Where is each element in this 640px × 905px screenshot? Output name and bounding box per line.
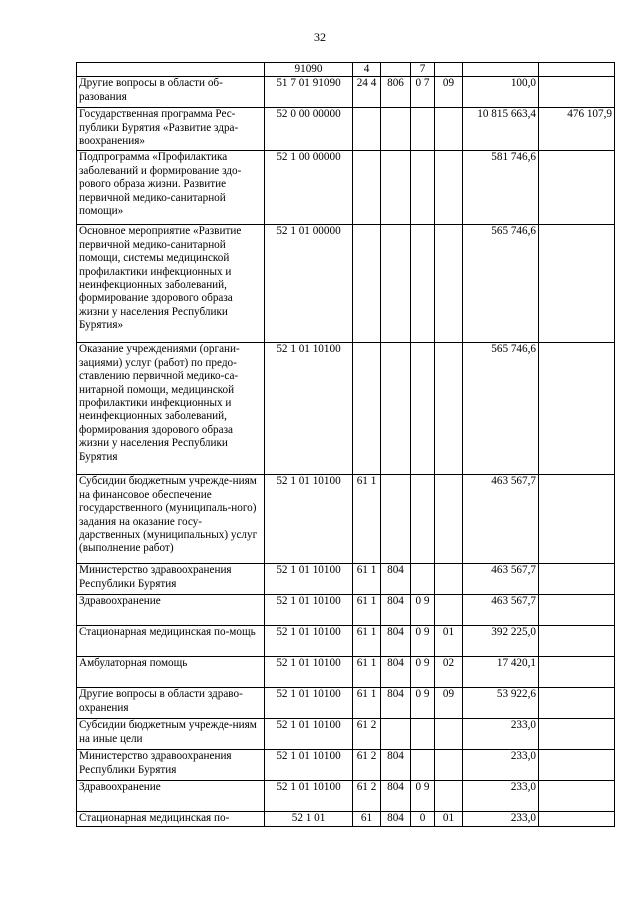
row-target-code: 91090 [265,63,353,77]
table-row [77,626,615,657]
row-administrator-code [381,151,411,225]
table-row [77,63,615,77]
row-subsection [435,343,463,475]
row-administrator-code: 804 [381,595,411,626]
row-target-code: 52 1 01 10100 [265,688,353,719]
table-row [77,108,615,151]
table-row [77,564,615,595]
row-name: Здравоохранение [77,781,265,812]
row-amount: 581 746,6 [463,151,539,225]
row-administrator-code [381,63,411,77]
row-administrator-code [381,475,411,564]
row-amount-extra [539,688,615,719]
row-target-code: 51 7 01 91090 [265,77,353,108]
row-name [77,63,265,77]
row-subsection [435,63,463,77]
row-administrator-code: 804 [381,750,411,781]
row-administrator-code: 804 [381,626,411,657]
row-name: Субсидии бюджетным учрежде-ниям на финансовое обеспечение государственного (муниципаль-ного) задания на оказание госу-дарственных (муниципальных) услуг (выполнение работ) [77,475,265,564]
row-expense-type: 4 [353,63,381,77]
row-amount-extra [539,151,615,225]
row-section: 0 9 [411,657,435,688]
row-section: 0 9 [411,781,435,812]
row-subsection [435,151,463,225]
row-subsection: 09 [435,77,463,108]
table-row [77,688,615,719]
row-name: Министерство здравоохранения Республики Бурятия [77,750,265,781]
row-expense-type: 61 1 [353,475,381,564]
row-section [411,225,435,343]
row-amount: 233,0 [463,719,539,750]
row-amount-extra [539,63,615,77]
row-expense-type: 61 [353,812,381,827]
row-administrator-code: 804 [381,688,411,719]
row-expense-type: 61 2 [353,781,381,812]
row-expense-type: 61 1 [353,595,381,626]
row-target-code: 52 1 01 10100 [265,781,353,812]
row-name: Оказание учреждениями (органи-зациями) услуг (работ) по предо-ставлению первичной медико-са-нитарной помощи, медицинской профилактики инфекционных и неинфекционных заболеваний, формирования здорового образа жизни у населения Республики Бурятия [77,343,265,475]
row-section: 0 9 [411,595,435,626]
row-name: Другие вопросы в области об-разования [77,77,265,108]
row-subsection [435,564,463,595]
row-section: 0 7 [411,77,435,108]
table-row [77,719,615,750]
table-row [77,77,615,108]
row-section: 0 9 [411,688,435,719]
row-subsection [435,781,463,812]
row-section: 0 [411,812,435,827]
row-amount: 565 746,6 [463,343,539,475]
table-row [77,595,615,626]
row-amount [463,63,539,77]
row-section [411,475,435,564]
row-amount-extra [539,781,615,812]
row-subsection [435,475,463,564]
row-expense-type: 61 2 [353,719,381,750]
row-name: Стационарная медицинская по-мощь [77,626,265,657]
row-amount-extra [539,626,615,657]
row-expense-type: 61 1 [353,657,381,688]
row-name: Другие вопросы в области здраво-охранения [77,688,265,719]
row-administrator-code [381,719,411,750]
row-administrator-code: 804 [381,781,411,812]
row-target-code: 52 1 01 10100 [265,595,353,626]
row-subsection [435,225,463,343]
row-section [411,108,435,151]
row-section [411,151,435,225]
table-row [77,750,615,781]
table-row [77,151,615,225]
row-expense-type: 61 1 [353,564,381,595]
row-name: Здравоохранение [77,595,265,626]
row-administrator-code [381,225,411,343]
row-amount-extra [539,812,615,827]
row-amount: 233,0 [463,781,539,812]
row-amount: 463 567,7 [463,564,539,595]
table-row [77,812,615,827]
row-name: Подпрограмма «Профилактика заболеваний и формирование здо-рового образа жизни. Развитие первичной медико-санитарной помощи» [77,151,265,225]
row-target-code: 52 1 01 10100 [265,475,353,564]
row-amount-extra [539,475,615,564]
row-name: Государственная программа Рес-публики Бурятия «Развитие здра-воохранения» [77,108,265,151]
table-row [77,343,615,475]
row-section [411,343,435,475]
row-administrator-code: 804 [381,657,411,688]
row-administrator-code: 804 [381,812,411,827]
row-target-code: 52 1 01 10100 [265,719,353,750]
row-amount: 463 567,7 [463,595,539,626]
row-expense-type [353,225,381,343]
row-amount-extra [539,595,615,626]
row-section: 0 9 [411,626,435,657]
budget-table [76,62,615,827]
row-section [411,564,435,595]
row-amount: 53 922,6 [463,688,539,719]
row-amount: 463 567,7 [463,475,539,564]
row-expense-type: 61 1 [353,626,381,657]
row-amount-extra [539,77,615,108]
row-expense-type: 61 2 [353,750,381,781]
row-target-code: 52 1 01 [265,812,353,827]
row-expense-type: 61 1 [353,688,381,719]
row-amount: 17 420,1 [463,657,539,688]
table-row [77,475,615,564]
row-amount: 392 225,0 [463,626,539,657]
row-name: Основное мероприятие «Развитие первичной медико-санитарной помощи, системы медицинской профилактики инфекционных и неинфекционных заболеваний, формирование здорового образа жизни у населения Республики Бурятия» [77,225,265,343]
row-amount: 233,0 [463,750,539,781]
row-amount: 10 815 663,4 [463,108,539,151]
row-subsection [435,750,463,781]
row-administrator-code [381,343,411,475]
row-subsection: 09 [435,688,463,719]
row-amount: 233,0 [463,812,539,827]
row-name: Стационарная медицинская по- [77,812,265,827]
row-subsection: 02 [435,657,463,688]
row-expense-type [353,151,381,225]
page-number: 32 [314,30,326,44]
row-expense-type: 24 4 [353,77,381,108]
row-amount-extra [539,343,615,475]
table-row [77,657,615,688]
row-target-code: 52 1 01 00000 [265,225,353,343]
row-name: Министерство здравоохранения Республики Бурятия [77,564,265,595]
row-expense-type [353,108,381,151]
row-target-code: 52 1 01 10100 [265,343,353,475]
row-section [411,750,435,781]
table-row [77,781,615,812]
row-subsection: 01 [435,626,463,657]
row-subsection [435,719,463,750]
row-amount: 565 746,6 [463,225,539,343]
row-amount-extra [539,750,615,781]
row-amount: 100,0 [463,77,539,108]
row-target-code: 52 1 01 10100 [265,626,353,657]
row-section: 7 [411,63,435,77]
row-amount-extra [539,225,615,343]
row-target-code: 52 1 01 10100 [265,750,353,781]
row-subsection: 01 [435,812,463,827]
row-subsection [435,595,463,626]
row-administrator-code [381,108,411,151]
row-subsection [435,108,463,151]
row-amount-extra [539,564,615,595]
row-amount-extra [539,719,615,750]
table-row [77,225,615,343]
row-administrator-code: 806 [381,77,411,108]
row-target-code: 52 1 00 00000 [265,151,353,225]
row-section [411,719,435,750]
row-amount-extra: 476 107,9 [539,108,615,151]
row-name: Субсидии бюджетным учрежде-ниям на иные цели [77,719,265,750]
row-amount-extra [539,657,615,688]
row-expense-type [353,343,381,475]
row-target-code: 52 0 00 00000 [265,108,353,151]
row-name: Амбулаторная помощь [77,657,265,688]
row-target-code: 52 1 01 10100 [265,657,353,688]
row-target-code: 52 1 01 10100 [265,564,353,595]
row-administrator-code: 804 [381,564,411,595]
